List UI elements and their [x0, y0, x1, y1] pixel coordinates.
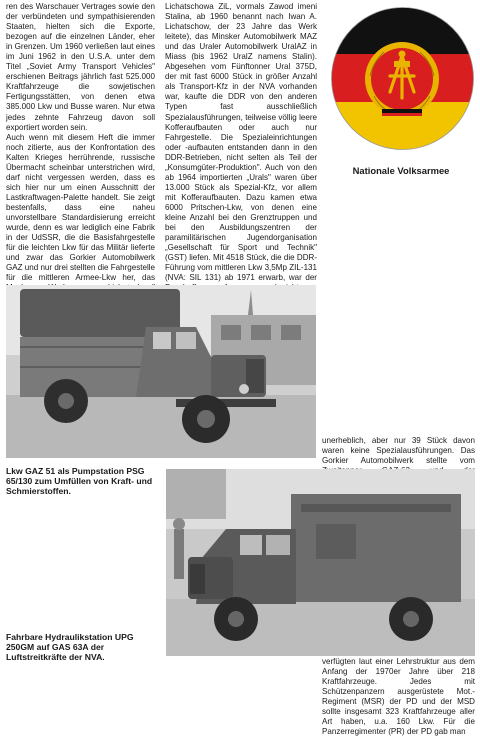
photo-caption: Fahrbare Hydraulikstation UPG 250GM auf GAS 63A der Luftstreitkräfte der NVA.	[6, 632, 134, 663]
photo-caption: Lkw GAZ 51 als Pumpstation PSG 65/130 zum Umfüllen von Kraft- und Schmierstoffen.	[6, 466, 153, 497]
text-column-2	[165, 2, 317, 293]
gaz-51-truck-photo	[6, 285, 316, 458]
paragraph: Lichatschowa ZiL, vormals Zawod imeni Stalina, ab 1960 benannt nach Iwan A. Lichatschow, der 23 Jahre das Werk leitete), das Minsker Automobilwerk MAZ und das Uraler Automobilwerk UralAZ in Miass (bis 1962 UralZ namens Stalin). Abgesehen vom Fünftonner Ural 375D, der mit fast 6000 Stück in größer Anzahl als Transport-Kfz in der NVA vorhanden war, kaufte die DDR von den anderen Typen fast ausschließlich Spezialausführungen, teilweise völlig leere Kofferaufbauten oder auch nur Fahrgestelle. Die Spezialeinrichtungen oder -aufbauten entstanden dann in den DDR-Betrieben, nicht selten als Teil der „Konsumgüter-Produktion". Auch von den ab 1964 importierten „Urals" waren über 13.000 Stück als Spezial-Kfz, vor allem mit Kofferaufbauten. Dazu kamen etwa 6000 Pritschen-Lkw, von denen eine kleine Anzahl bei den Grenztruppen und bei den Ausbildungszentren der paramilitärischen Jugendorganisation „Gesellschaft für Sport und Technik" (GST) liefen. Mit 4518 Stück, die die DDR-Führung vom mittleren Lkw 3,5Mp ZIL-131 (NVA: SIL 131) ab 1971 erwarb, war der	[165, 2, 317, 283]
paragraph: verfügten laut einer Lehrstruktur aus dem Anfang der 1970er Jahre über 218 Kraftfahrzeuge. Jedes mit Schützenpanzern ausgerüstete Mot.-Regiment (MSR) der PD und der MSD sollte insgesamt 323 Kraftfahrzeuge aller Art haben, u.a. 160 Lkw. Für die Panzerregimenter (PR) der PD gab man	[322, 657, 475, 737]
paragraph: unerheblich, aber nur 39 Stück davon waren keine Spezialausführungen. Das Gorkier Automobilwerk stellte vom	[322, 436, 475, 466]
paragraph: ren des Warschauer Vertrages sowie den der verbündeten und sympathisierenden Staaten, hielten sich die Exporte, bezogen auf die einzelnen Länder, eher in Grenzen. Um 1960 verließen laut eines im Juni 1962 in den U.S.A. unter dem Titel „Soviet Army Transport Vehicles" erschienen Beitrags jährlich fast 525.000 Kraftfahrzeuge die sowjetischen Fertigungsstätten, von denen etwa 385.000 Lkw und Busse waren. Nur etwa jedes zehnte Fahrzeug davon soll exportiert worden sein.	[6, 2, 155, 132]
paragraph: Auch wenn mit diesem Heft die immer noch zitierte, aus der Konfrontation des Kalten Krieges herrührende, russische Übermacht scheinbar unterstrichen wird, darf nicht vergessen werden, dass es sich hier nur um einen Ausschnitt der Lastkraftwagen-Palette handelt. Sie zeigt bestenfalls, dass eine naheu unvorstellbare Standardisierung erreicht wurde, denn es war lediglich eine Fabrik in der UdSSR, die die Basisfahrgestelle für die leichten Lkw für das Militär lieferte und zwar das Gorkier Automobilwerk GAZ und nur drei stellten die Fahrgestelle für die mittleren Armee-Lkw her, das	[6, 132, 155, 283]
gas-63a-truck-photo	[166, 469, 475, 656]
nva-emblem-icon	[330, 6, 475, 151]
emblem-caption: Nationale Volksarmee	[352, 165, 450, 176]
text-column-1	[6, 2, 155, 303]
